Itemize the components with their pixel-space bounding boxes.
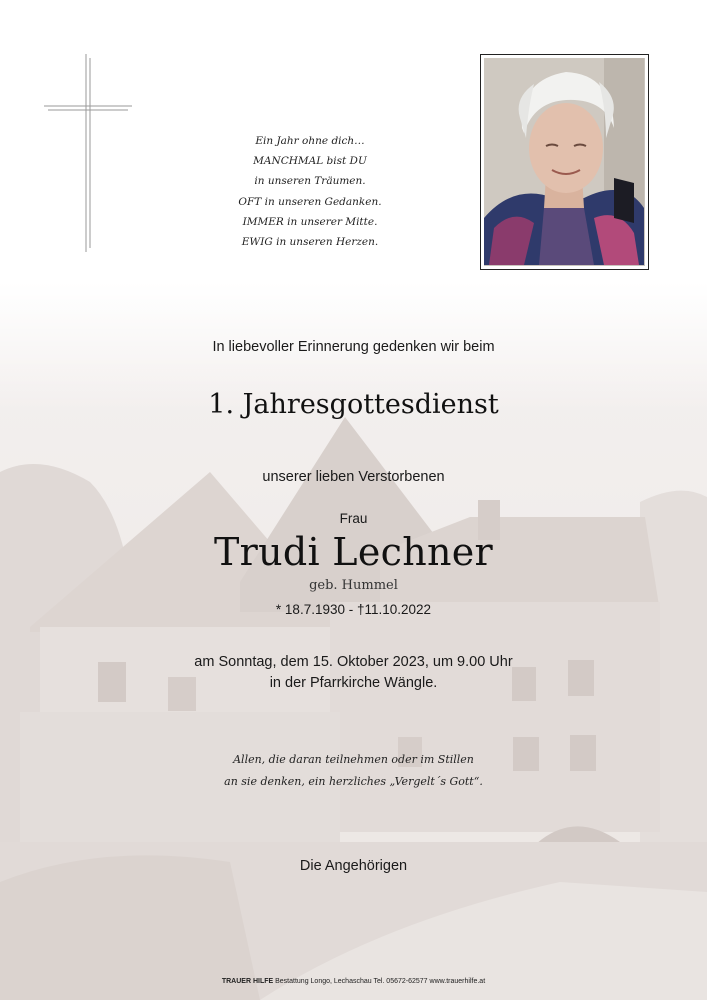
footer-brand: TRAUER HILFE	[221, 978, 274, 985]
signature: Die Angehörigen	[299, 858, 408, 874]
poem-line: IMMER in unserer Mitte.	[242, 215, 378, 228]
poem-line: Ein Jahr ohne dich…	[255, 135, 365, 147]
deceased-name: Trudi Lechner	[213, 530, 494, 574]
portrait-photo	[484, 58, 645, 266]
salutation: Frau	[339, 511, 368, 526]
poem-line: OFT in unseren Gedanken.	[238, 195, 382, 208]
intro-text: In liebevoller Erinnerung gedenken wir beim	[212, 339, 495, 355]
poem-line: MANCHMAL bist DU	[253, 155, 367, 168]
poem-line: in unseren Träumen.	[254, 175, 366, 188]
thanks-line: an sie denken, ein herzliches „Vergelt´s Gott“.	[224, 775, 483, 788]
service-date: am Sonntag, dem 15. Oktober 2023, um 9.00 Uhr	[194, 654, 513, 670]
thanks-line: Allen, die daran teilnehmen oder im Stillen	[233, 753, 474, 766]
cross-icon	[44, 54, 132, 252]
service-location: in der Pfarrkirche Wängle.	[269, 675, 438, 691]
subtitle-text: unserer lieben Verstorbenen	[262, 469, 445, 485]
maiden-name: geb. Hummel	[309, 578, 398, 593]
life-dates: * 18.7.1930 - †11.10.2022	[275, 602, 432, 617]
poem-line: EWIG in unseren Herzen.	[241, 236, 379, 249]
memorial-poem	[190, 131, 430, 252]
footer-text: Bestattung Longo, Lechaschau Tel. 05672-62577 www.trauerhilfe.at	[275, 978, 486, 985]
service-title: 1. Jahresgottesdienst	[208, 389, 499, 420]
portrait-frame	[480, 54, 649, 270]
footer	[0, 978, 707, 985]
